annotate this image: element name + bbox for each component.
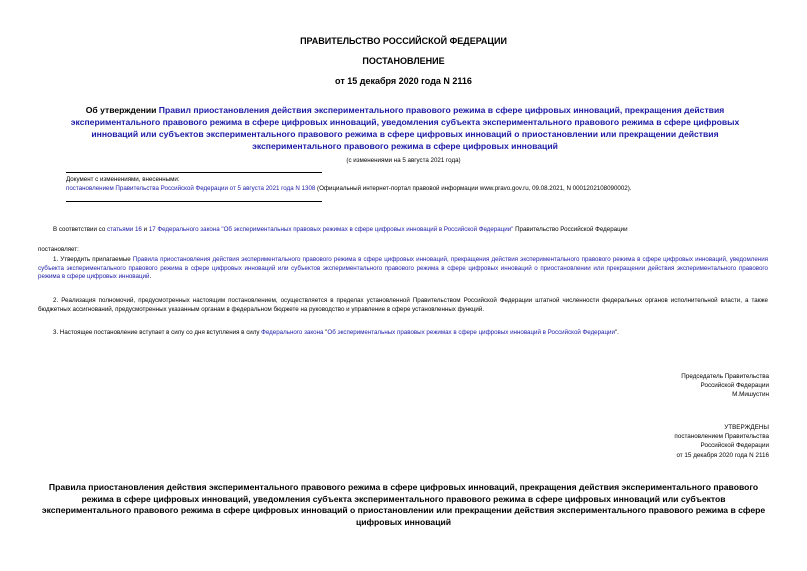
- article-16-link[interactable]: статьями 16: [106, 226, 142, 233]
- rules-title: Правила приостановления действия экспериментального правового режима в сфере цифровых инноваций, прекращения действия экспериментального правового режима в сфере цифровых инноваций, уведомления субъекта экспериментального правового режима в сфере цифровых инноваций или субъектов экспериментального правового режима в сфере цифровых инноваций о приостановлении или прекращении действия экспериментального правового режима в сфере цифровых инноваций: [41, 482, 766, 527]
- approval-body: Российской Федерации: [700, 442, 769, 450]
- government-heading: ПРАВИТЕЛЬСТВО РОССИЙСКОЙ ФЕДЕРАЦИИ: [300, 36, 507, 46]
- amendments-intro: Документ с изменениями, внесенными:: [66, 176, 180, 183]
- amendments-bottom-rule: [66, 201, 322, 202]
- approval-date: от 15 декабря 2020 года N 2116: [676, 451, 769, 459]
- revision-note: (с изменениями на 5 августа 2021 года): [346, 157, 461, 164]
- document-date-number: от 15 декабря 2020 года N 2116: [335, 76, 472, 86]
- item-3-paragraph: [38, 329, 768, 338]
- amendments-line: [66, 185, 766, 194]
- item-3-suffix: ".: [614, 329, 619, 336]
- approval-by: постановлением Правительства: [674, 433, 769, 441]
- item-3-quote: ": [323, 329, 328, 336]
- item-1-suffix: .: [149, 273, 152, 281]
- item-2-paragraph: 2. Реализация полномочий, предусмотренных настоящим постановлением, осуществляется в пределах установленной Правительством Российской Федерации штатной численности федеральных органов исполнительной власти, а также бюджетных ассигнований, предусмотренных указанным органам в федеральном бюджете на руководство и управление в сфере установленных функций.: [38, 297, 768, 313]
- document-title: [60, 104, 750, 152]
- signature-position: Председатель Правительства: [681, 373, 769, 380]
- signature-name: М.Мишустин: [732, 391, 769, 399]
- approval-status: УТВЕРЖДЕНЫ: [724, 424, 769, 431]
- signature-block: [681, 372, 769, 400]
- preamble-text-2: и: [141, 226, 149, 233]
- item-3-prefix: 3. Настоящее постановление вступает в силу со дня вступления в силу: [53, 329, 262, 336]
- item-1-rules-link[interactable]: Правила приостановления действия экспериментального правового режима в сфере цифровых инноваций, прекращения действия экспериментального правового режима в сфере цифровых инноваций, уведомления субъекта экспериментального правового режима в сфере цифровых инноваций или субъектов экспериментального правового режима в сфере цифровых инноваций о приостановлении или прекращении действия экспериментального правового режима в сфере цифровых инноваций: [38, 256, 769, 281]
- resolves-label: постановляет:: [38, 246, 79, 253]
- title-rules-link[interactable]: Правил приостановления действия экспериментального правового режима в сфере цифровых инноваций, прекращения действия экспериментального правового режима в сфере цифровых инноваций, уведомления субъекта экспериментального правового режима в сфере цифровых инноваций или субъектов экспериментального правового режима в сфере цифровых инноваций о приостановлении или прекращении действия экспериментального правового режима в сфере цифровых инноваций: [70, 105, 740, 151]
- preamble-text-3: Правительство Российской Федерации: [513, 226, 628, 233]
- title-prefix: Об утверждении: [85, 105, 159, 115]
- approval-block: [674, 423, 769, 460]
- item-1-paragraph: [38, 256, 768, 282]
- amendments-top-rule: [66, 172, 322, 173]
- item-3-law-link[interactable]: Федерального закона: [261, 329, 324, 336]
- amendment-link[interactable]: постановлением Правительства Российской Федерации от 5 августа 2021 года N 1308: [66, 185, 316, 192]
- federal-law-link[interactable]: 17 Федерального закона "Об экспериментальных правовых режимах в сфере цифровых инноваций в Российской Федерации": [148, 226, 514, 233]
- preamble-text-1: В соответствии со: [53, 226, 107, 233]
- item-1-prefix: 1. Утвердить прилагаемые: [53, 256, 133, 263]
- preamble-paragraph: [38, 226, 768, 235]
- signature-body: Российской Федерации: [700, 382, 769, 390]
- item-3-law-title-link[interactable]: Об экспериментальных правовых режимах в сфере цифровых инноваций в Российской Федерации: [327, 329, 615, 336]
- document-type-heading: ПОСТАНОВЛЕНИЕ: [362, 56, 445, 66]
- amendment-source: (Официальный интернет-портал правовой информации www.pravo.gov.ru, 09.08.2021, N 0001202108090002).: [315, 185, 632, 192]
